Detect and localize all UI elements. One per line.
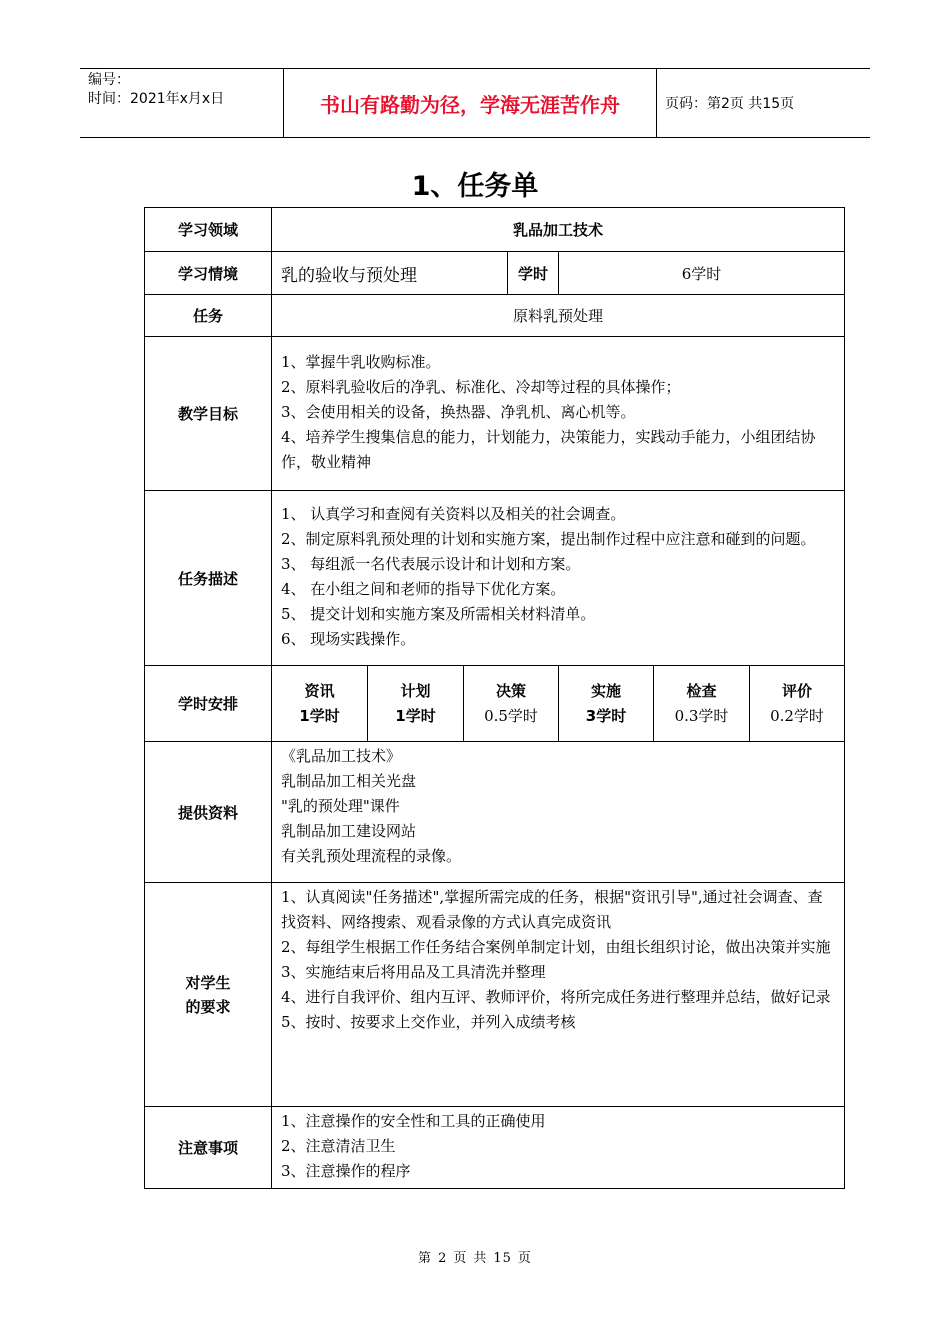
row-goals — [145, 337, 845, 491]
schedule-hours: 0.3学时 — [674, 706, 729, 725]
domain-label: 学习领域 — [145, 208, 272, 252]
schedule-cell — [464, 666, 559, 742]
row-description — [145, 491, 845, 666]
time-label: 时间：2021年x月x日 — [88, 91, 225, 107]
list-item: 乳制品加工建设网站 — [281, 822, 417, 840]
list-item: 2、制定原料乳预处理的计划和实施方案，提出制作过程中应注意和碰到的问题。 — [281, 530, 816, 548]
header-motto: 书山有路勤为径，学海无涯苦作舟 — [283, 69, 657, 137]
footer-total-pages: 15 — [493, 1251, 512, 1266]
schedule-cell — [654, 666, 750, 742]
schedule-hours: 1学时 — [299, 706, 340, 725]
list-item: 乳制品加工相关光盘 — [281, 772, 417, 790]
list-item: 4、进行自我评价、组内互评、教师评价，将所完成任务进行整理并总结，做好记录 — [281, 988, 831, 1006]
list-item: 3、注意操作的程序 — [281, 1162, 411, 1180]
requirements-list — [272, 883, 845, 1107]
desc-list — [272, 491, 845, 666]
requirements-label-line2: 的要求 — [185, 997, 231, 1016]
list-item: 有关乳预处理流程的录像。 — [281, 847, 462, 865]
footer-word: 页 — [517, 1251, 532, 1266]
list-item: 4、 在小组之间和老师的指导下优化方案。 — [281, 580, 566, 598]
task-table — [144, 207, 845, 1189]
list-item: 6、 现场实践操作。 — [281, 630, 416, 648]
schedule-name: 评价 — [782, 681, 813, 700]
schedule-name: 实施 — [590, 681, 621, 700]
situation-value: 乳的验收与预处理 — [272, 252, 508, 295]
schedule-cell — [368, 666, 464, 742]
goals-list — [272, 337, 845, 491]
hours-label: 学时 — [508, 252, 559, 295]
list-item: 2、每组学生根据工作任务结合案例单制定计划，由组长组织讨论，做出决策并实施 — [281, 938, 831, 956]
footer-word: 页 — [453, 1251, 468, 1266]
schedule-name: 检查 — [686, 681, 717, 700]
list-item: 5、按时、按要求上交作业，并列入成绩考核 — [281, 1013, 576, 1031]
list-item: 3、 每组派一名代表展示设计和计划和方案。 — [281, 555, 581, 573]
schedule-hours: 3学时 — [585, 706, 627, 725]
row-task — [145, 295, 845, 337]
list-item: 1、注意操作的安全性和工具的正确使用 — [281, 1112, 546, 1130]
domain-value: 乳品加工技术 — [272, 208, 845, 252]
row-schedule — [145, 666, 845, 742]
list-item: 《乳品加工技术》 — [281, 747, 402, 765]
footer-word: 第 — [418, 1251, 433, 1266]
row-materials — [145, 742, 845, 883]
row-domain — [145, 208, 845, 252]
schedule-cell — [750, 666, 845, 742]
list-item: 2、原料乳验收后的净乳、标准化、冷却等过程的具体操作； — [281, 378, 681, 396]
schedule-hours: 0.5学时 — [484, 706, 538, 725]
notes-list — [272, 1107, 845, 1189]
list-item: 1、 认真学习和查阅有关资料以及相关的社会调查。 — [281, 505, 626, 523]
schedule-name: 资讯 — [304, 681, 335, 700]
desc-label: 任务描述 — [145, 491, 272, 666]
footer-word: 共 — [473, 1251, 488, 1266]
schedule-label: 学时安排 — [145, 666, 272, 742]
schedule-hours: 1学时 — [395, 706, 436, 725]
materials-list — [272, 742, 845, 883]
requirements-label — [145, 883, 272, 1107]
number-label: 编号： — [88, 72, 130, 88]
page-header — [80, 68, 870, 138]
list-item: "乳的预处理"课件 — [281, 797, 400, 815]
hours-value: 6学时 — [559, 252, 845, 295]
header-page-label: 页码：第2页 共15页 — [665, 96, 795, 112]
schedule-hours: 0.2学时 — [770, 706, 824, 725]
list-item: 3、会使用相关的设备，换热器、净乳机、离心机等。 — [281, 403, 636, 421]
schedule-name: 决策 — [495, 681, 526, 700]
task-value: 原料乳预处理 — [272, 295, 845, 337]
list-item: 1、认真阅读"任务描述",掌握所需完成的任务，根据"资讯引导",通过社会调查、查找资料、网络搜索、观看录像的方式认真完成资讯 — [281, 888, 823, 931]
list-item: 3、实施结束后将用品及工具清洗并整理 — [281, 963, 546, 981]
situation-label: 学习情境 — [145, 252, 272, 295]
row-notes — [145, 1107, 845, 1189]
list-item: 5、 提交计划和实施方案及所需相关材料清单。 — [281, 605, 596, 623]
header-meta — [88, 71, 224, 109]
page-footer — [0, 1247, 950, 1266]
schedule-cell — [272, 666, 368, 742]
goals-label: 教学目标 — [145, 337, 272, 491]
task-label: 任务 — [145, 295, 272, 337]
notes-label: 注意事项 — [145, 1107, 272, 1189]
list-item: 2、注意清洁卫生 — [281, 1137, 396, 1155]
row-requirements — [145, 883, 845, 1107]
materials-label: 提供资料 — [145, 742, 272, 883]
list-item: 4、培养学生搜集信息的能力，计划能力，决策能力，实践动手能力，小组团结协作，敬业精神 — [281, 428, 816, 471]
schedule-name: 计划 — [400, 681, 431, 700]
list-item: 1、掌握牛乳收购标准。 — [281, 353, 441, 371]
page-title: 1、任务单 — [411, 171, 539, 202]
schedule-cell — [559, 666, 654, 742]
footer-page-number: 2 — [438, 1251, 448, 1266]
requirements-label-line1: 对学生 — [185, 973, 231, 992]
row-situation — [145, 252, 845, 295]
